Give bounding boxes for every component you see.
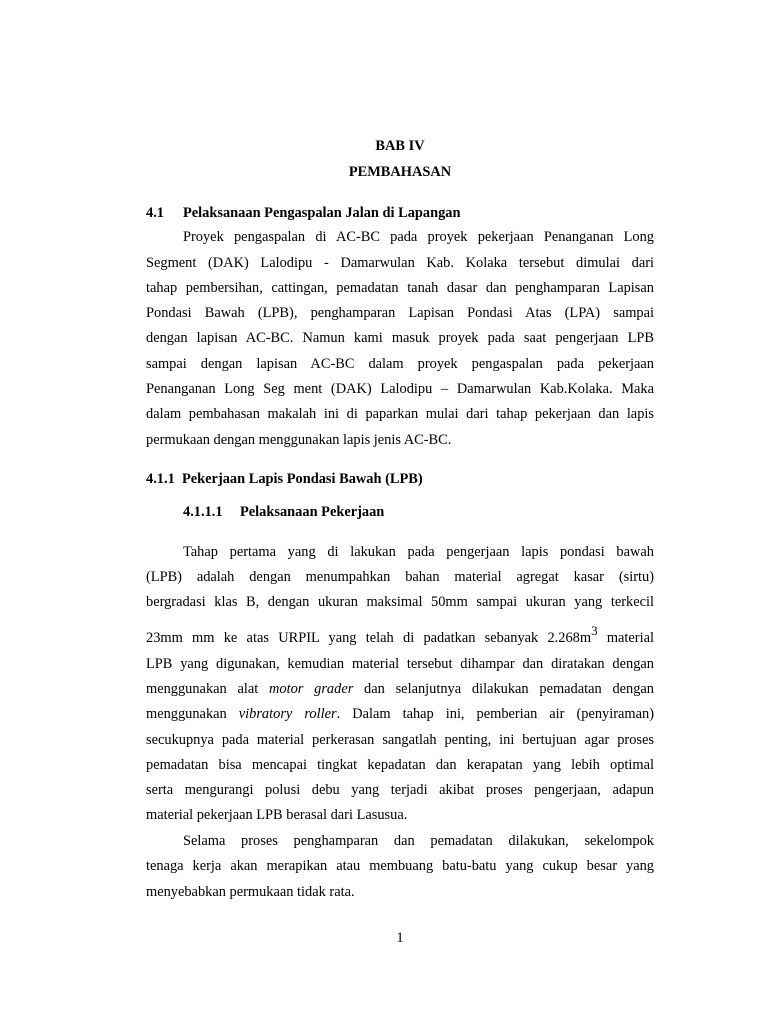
paragraph-line: menyebabkan permukaan tidak rata. [146,884,355,900]
chapter-label: BAB IV [375,138,425,154]
section-number: 4.1 [146,205,164,221]
paragraph-line: pemadatan bisa mencapai tingkat kepadatan dan kerapatan yang lebih optimal [146,757,654,773]
paragraph-line: permukaan dengan menggunakan lapis jenis AC-BC. [146,432,452,448]
paragraph-line: Segment (DAK) Lalodipu - Damarwulan Kab. Kolaka tersebut dimulai dari [146,255,654,271]
text-run: 23mm mm ke atas URPIL yang telah di padatkan sebanyak 2.268m [146,630,592,646]
text-run: menggunakan alat [146,681,269,697]
paragraph-line [146,705,654,723]
paragraph-line: Pondasi Bawah (LPB), penghamparan Lapisan Pondasi Atas (LPA) sampai [146,305,654,321]
paragraph-line: tenaga kerja akan merapikan atau membuang batu-batu yang cukup besar yang [146,858,654,874]
section-title: Pelaksanaan Pekerjaan [240,504,385,520]
section-number: 4.1.1 [146,471,175,487]
paragraph-line: Tahap pertama yang di lakukan pada pengerjaan lapis pondasi bawah [183,544,654,560]
paragraph-line: dalam pembahasan makalah ini di paparkan mulai dari tahap pekerjaan dan lapis [146,406,654,422]
paragraph-line [146,623,654,647]
text-run: material [597,630,654,646]
italic-term: motor grader [269,681,354,697]
paragraph-line: serta mengurangi polusi debu yang terjadi akibat proses pengerjaan, adapun [146,782,654,798]
paragraph-line: (LPB) adalah dengan menumpahkan bahan material agregat kasar (sirtu) [146,569,654,585]
paragraph-line [146,680,654,698]
text-run: menggunakan [146,706,239,722]
text-run: dan selanjutnya dilakukan pemadatan dengan [353,681,654,697]
section-heading-4-1-1-1 [183,503,384,521]
paragraph-line: LPB yang digunakan, kemudian material tersebut dihampar dan diratakan dengan [146,656,654,672]
section-heading-4-1-1 [146,470,423,488]
paragraph-line: tahap pembersihan, cattingan, pemadatan tanah dasar dan penghamparan Lapisan [146,280,654,296]
page-number: 1 [396,930,404,946]
section-number: 4.1.1.1 [183,504,223,520]
section-heading-4-1 [146,204,461,222]
text-run: . Dalam tahap ini, pemberian air (penyiraman) [336,706,655,722]
paragraph-line: sampai dengan lapisan AC-BC dalam proyek pengaspalan pada pekerjaan [146,356,654,372]
chapter-title: PEMBAHASAN [348,164,452,180]
paragraph-line: dengan lapisan AC-BC. Namun kami masuk proyek pada saat pengerjaan LPB [146,330,654,346]
paragraph-line: secukupnya pada material perkerasan sangatlah penting, ini bertujuan agar proses [146,732,654,748]
section-title: Pelaksanaan Pengaspalan Jalan di Lapangan [183,205,461,221]
paragraph-line: material pekerjaan LPB berasal dari Lasusua. [146,807,408,823]
paragraph-line: Selama proses penghamparan dan pemadatan dilakukan, sekelompok [183,833,654,849]
italic-term: vibratory roller [238,706,337,722]
paragraph-line: bergradasi klas B, dengan ukuran maksimal 50mm sampai ukuran yang terkecil [146,594,654,610]
superscript: 3 [591,623,598,638]
paragraph-line: Penanganan Long Seg ment (DAK) Lalodipu – Damarwulan Kab.Kolaka. Maka [146,381,654,397]
paragraph-line: Proyek pengaspalan di AC-BC pada proyek pekerjaan Penanganan Long [183,229,654,245]
section-title: Pekerjaan Lapis Pondasi Bawah (LPB) [181,471,423,487]
